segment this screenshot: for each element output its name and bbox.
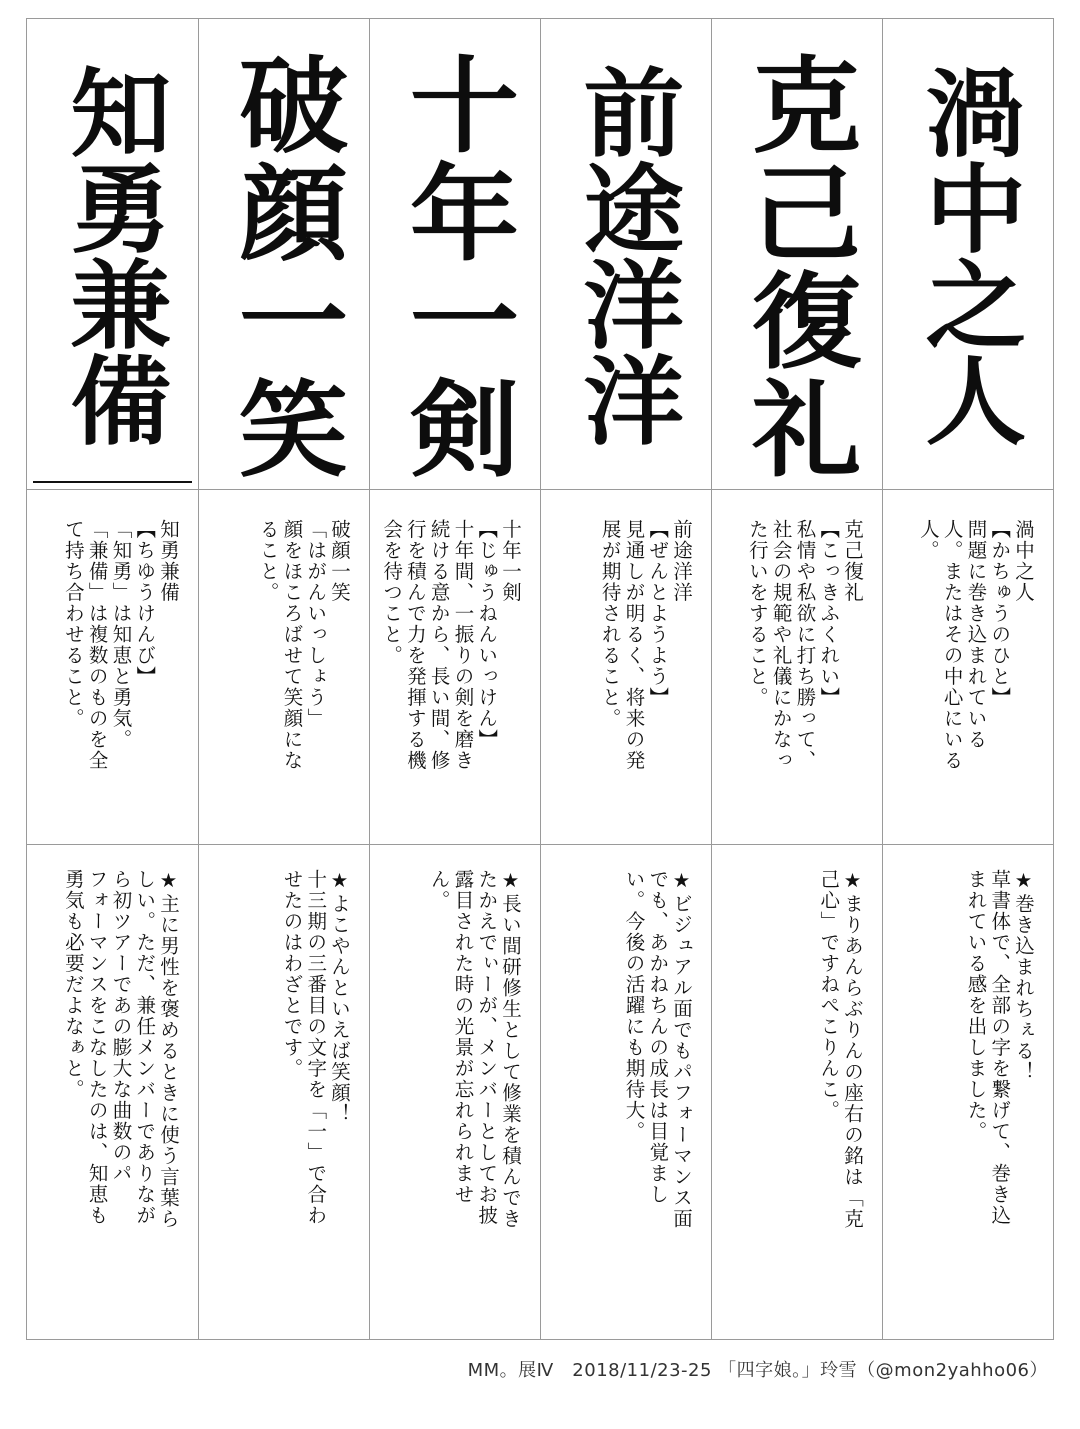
calligraphy-cell — [370, 19, 540, 489]
column-kachuu-no-hito — [882, 19, 1053, 1339]
calligraphy-artwork: 破顔一笑 — [219, 51, 350, 483]
meaning-text — [379, 519, 522, 839]
row-divider-top — [27, 489, 1053, 490]
idiom-reading: 【かちゅうのひと】 — [988, 519, 1012, 708]
calligraphy-cell — [712, 19, 882, 489]
idiom-title: 破顔一笑 — [328, 519, 351, 603]
idiom-title: 克己復礼 — [841, 519, 864, 603]
author-comment: ★よこやんといえば笑顔！ 十三期の三番目の文字を「一」で合わ せたのはわざとです。 — [280, 869, 351, 1226]
calligraphy-sheet — [26, 18, 1054, 1340]
idiom-reading: 【ちゆうけんび】 — [133, 519, 157, 687]
calligraphy-artwork: 知勇兼備 — [53, 63, 173, 447]
column-juunen-ikken — [369, 19, 540, 1339]
idiom-title: 前途洋洋 — [670, 519, 693, 603]
calligraphy-artwork: 渦中之人 — [909, 63, 1028, 447]
calligraphy-cell — [199, 19, 369, 489]
idiom-meaning: 「知勇」は知恵と勇気。 「兼備」は複数のものを全 て持ち合わせること。 — [61, 519, 133, 771]
calligraphy-cell — [541, 19, 711, 489]
idiom-meaning: 問題に巻き込まれている 人。またはその中心にいる 人。 — [916, 519, 988, 771]
idiom-title: 渦中之人 — [1012, 519, 1035, 603]
column-kokki-fukurei — [711, 19, 882, 1339]
author-comment: ★主に男性を褒めるときに使う言葉ら しい。ただ、兼任メンバーでありなが ら初ツアーであの膨大な曲数のパ フォーマンスをこなしたのは、知恵も 勇気も必要だよなぁと。 — [61, 869, 180, 1230]
meaning-text — [745, 519, 864, 839]
meaning-text — [916, 519, 1035, 839]
meaning-text — [598, 519, 693, 839]
calligraphy-artwork: 克己復礼 — [732, 51, 863, 483]
idiom-title: 知勇兼備 — [157, 519, 180, 603]
idiom-meaning: 顔をほころばせて笑顔にな ること。 — [256, 519, 304, 771]
idiom-meaning: 十年間、一振りの剣を磨き 続ける意から、長い間、修 行を積んで力を発揮する機 会を待つこと。 — [380, 519, 475, 771]
meaning-text — [61, 519, 180, 839]
idiom-reading: 【こっきふくれい】 — [817, 519, 841, 708]
idiom-reading: 【じゅうねんいっけん】 — [475, 519, 499, 750]
idiom-reading: 「はがんいっしょう」 — [304, 519, 328, 729]
author-comment: ★巻き込まれちぇる！ 草書体で、全部の字を繋げて、巻き込 まれている感を出しました。 — [964, 869, 1035, 1226]
calligraphy-artwork: 十年一剣 — [390, 51, 521, 483]
idiom-meaning: 私情や私欲に打ち勝って、 社会の規範や礼儀にかなっ た行いをすること。 — [745, 519, 817, 771]
idiom-meaning: 見通しが明るく、将来の発 展が期待されること。 — [598, 519, 646, 771]
author-comment: ★長い間研修生として修業を積んでき たかえでぃーが、メンバーとしてお披 露目された時の光景が忘れられませ ん。 — [427, 869, 522, 1230]
calligraphy-cell — [27, 19, 198, 489]
calligraphy-cell — [883, 19, 1053, 489]
column-hagan-isshou — [198, 19, 369, 1339]
calligraphy-artwork: 前途洋洋 — [567, 63, 686, 447]
meaning-text — [256, 519, 351, 839]
column-zento-youyou — [540, 19, 711, 1339]
idiom-reading: 【ぜんとようよう】 — [646, 519, 670, 708]
author-comment: ★ビジュアル面でもパフォーマンス面 でも、あかねちんの成長は目覚まし い。今後の活躍にも期待大。 — [622, 869, 693, 1230]
signature-line — [33, 481, 192, 483]
author-comment: ★まりあんらぶりんの座右の銘は「克 己心」ですねぺこりんこ。 — [817, 869, 864, 1230]
exhibition-credit: MM。展Ⅳ 2018/11/23-25 「四字娘。」玲雪（@mon2yahho06） — [467, 1360, 1048, 1381]
row-divider-middle — [27, 844, 1053, 845]
column-chiyuu-kenbi — [27, 19, 198, 1339]
idiom-title: 十年一剣 — [499, 519, 522, 603]
